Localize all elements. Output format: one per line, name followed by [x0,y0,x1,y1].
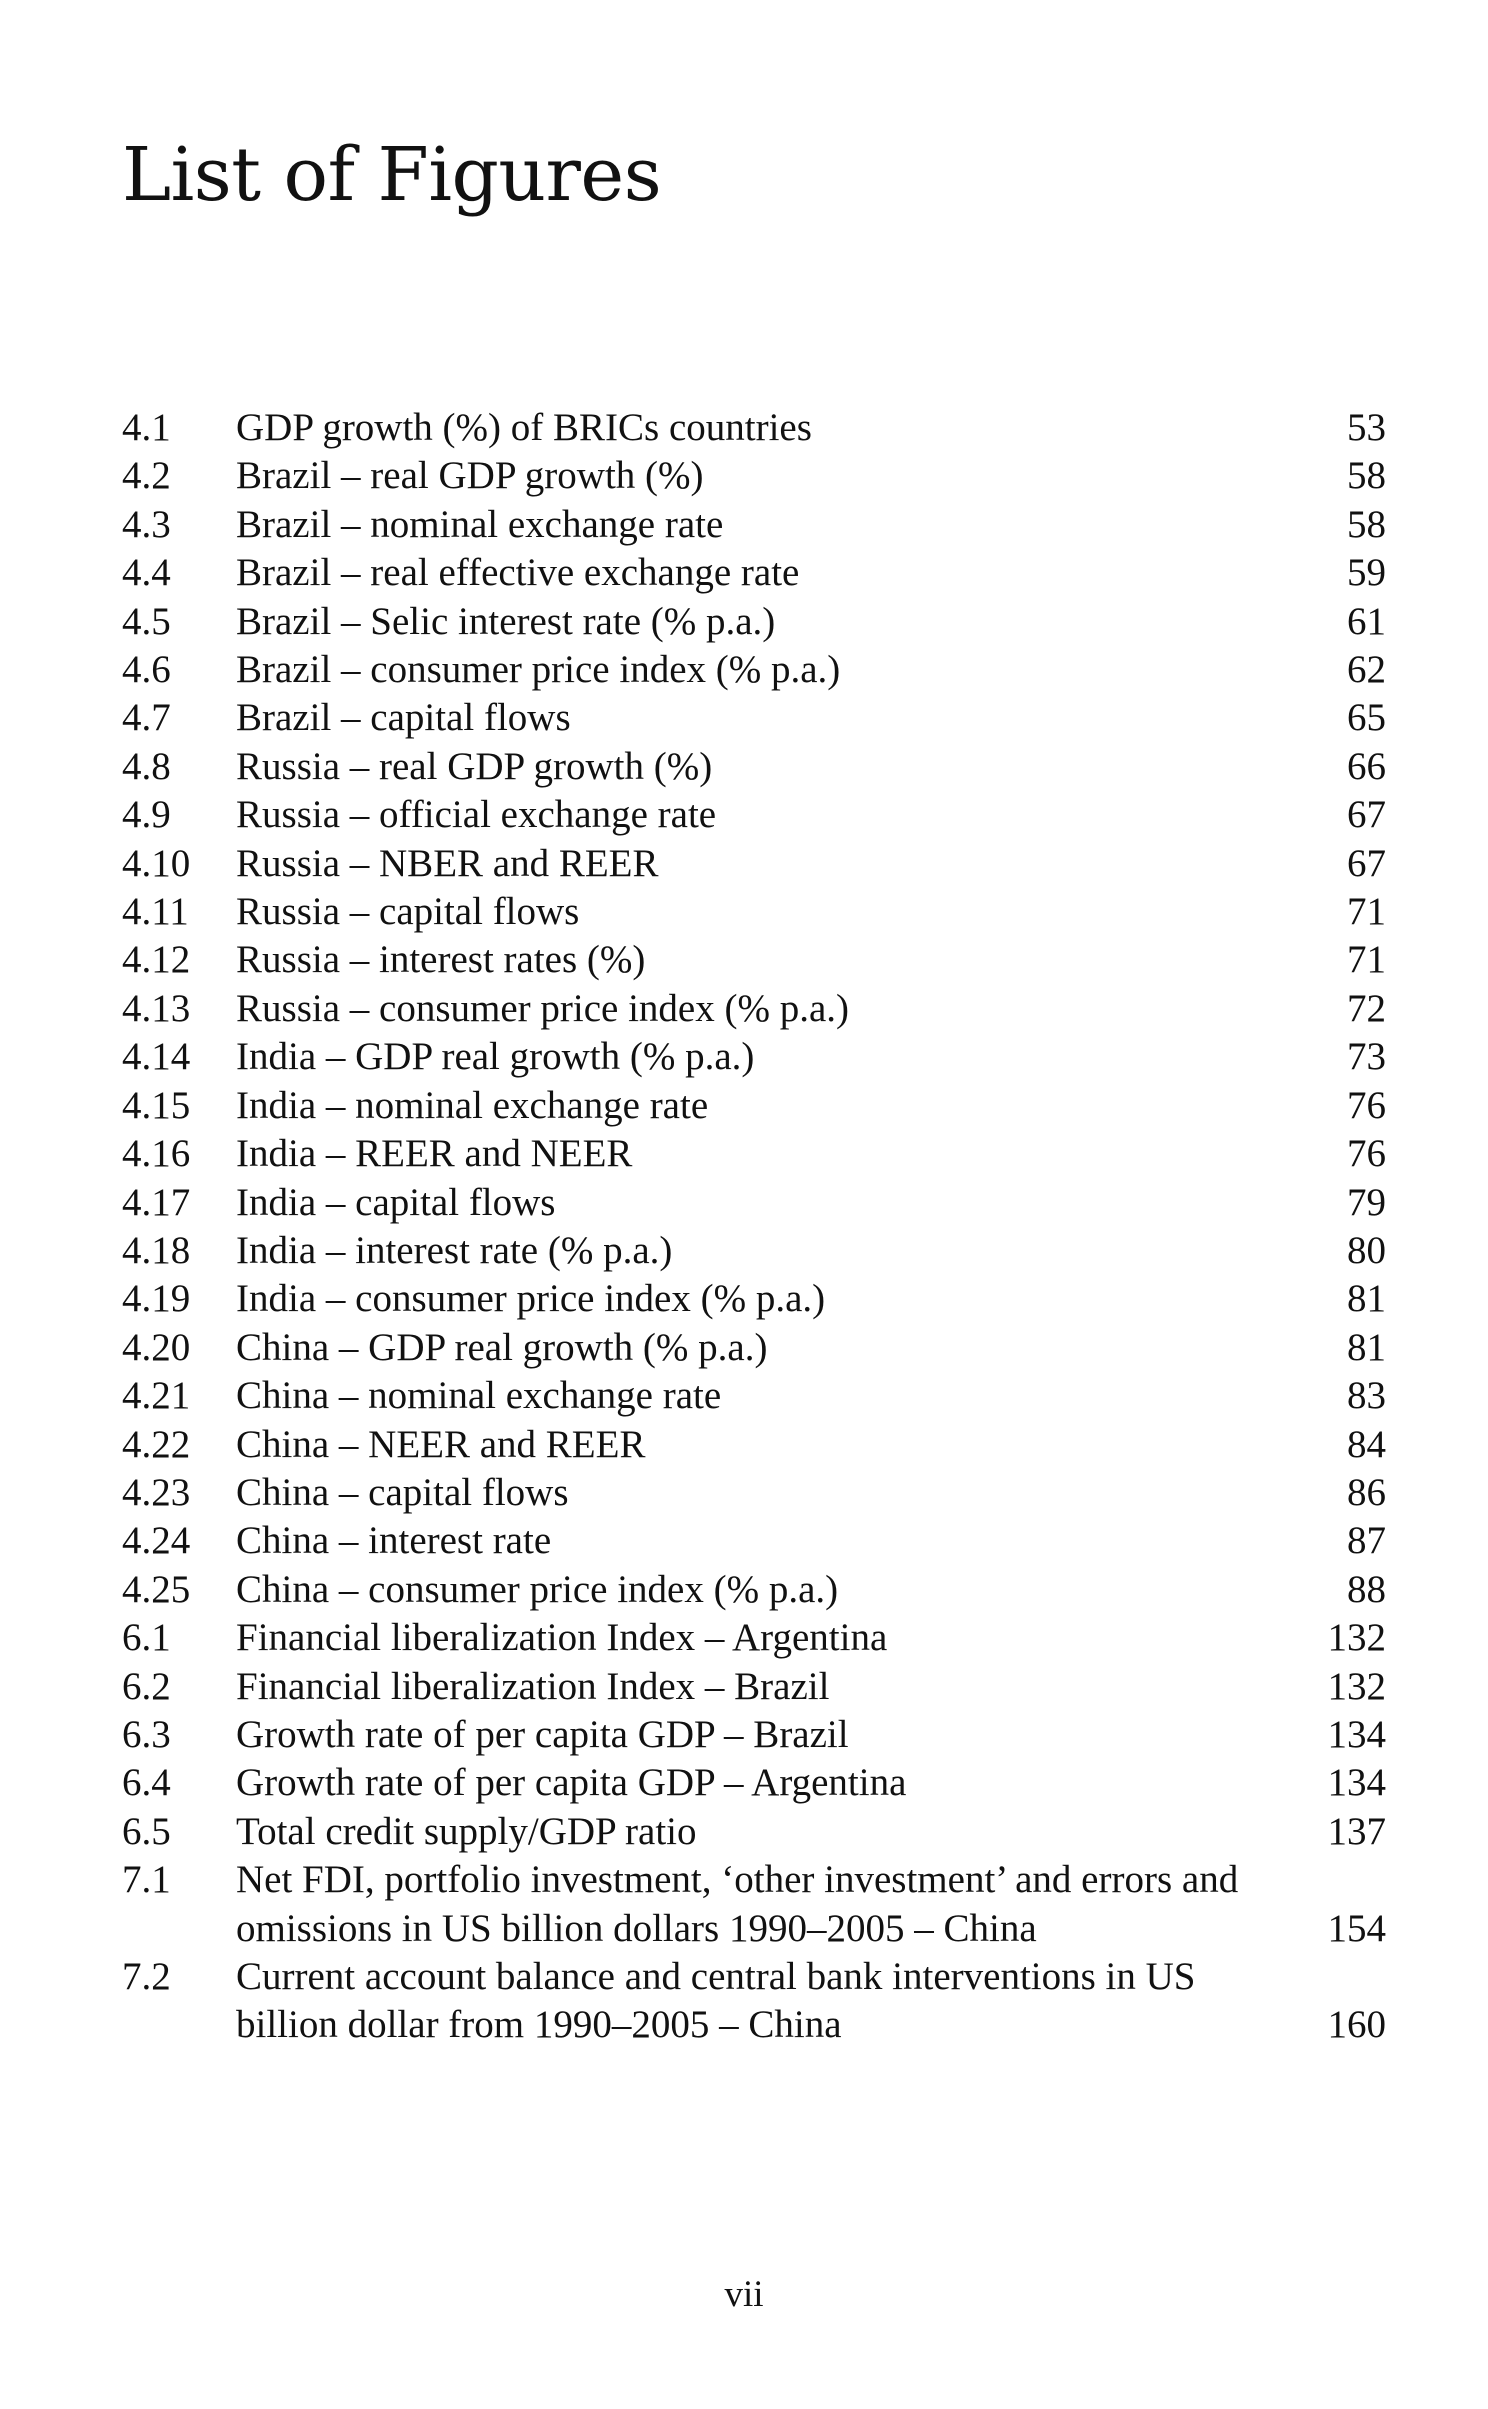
figure-caption: India – nominal exchange rate [236,1083,709,1127]
figure-page-number: 132 [1327,1664,1386,1708]
figure-page-number: 58 [1347,502,1386,546]
figure-page-number: 61 [1347,599,1386,643]
figure-number: 4.20 [122,1325,191,1369]
figure-caption: Brazil – capital flows [236,696,571,740]
list-item [122,549,1386,597]
list-item [122,1469,1386,1517]
figure-page-number: 65 [1347,696,1386,740]
figure-number: 7.1 [122,1858,171,1902]
figure-page-number: 81 [1347,1277,1386,1321]
figure-caption: Brazil – real effective exchange rate [236,551,800,595]
figure-number: 4.7 [122,696,171,740]
figure-number: 4.21 [122,1374,191,1418]
list-item [122,452,1386,500]
figure-caption: Brazil – real GDP growth (%) [236,454,704,498]
figure-number: 6.5 [122,1809,171,1853]
list-item [122,1227,1386,1275]
figure-page-number: 81 [1347,1325,1386,1369]
figure-number: 4.10 [122,841,191,885]
figure-page-number: 62 [1347,648,1386,692]
figure-caption: China – consumer price index (% p.a.) [236,1567,839,1611]
figure-page-number: 53 [1347,406,1386,449]
figure-caption: Net FDI, portfolio investment, ‘other investment’ and errors and omissions in US billion dollars 1990–2005 – China [236,1858,1239,1950]
figure-page-number: 72 [1347,986,1386,1030]
list-item [122,743,1386,791]
figure-caption: Russia – NBER and REER [236,841,659,885]
figure-number: 4.23 [122,1470,191,1514]
figure-number: 4.6 [122,648,171,692]
figure-number: 4.8 [122,744,171,788]
figure-number: 4.24 [122,1519,191,1563]
figure-page-number: 88 [1347,1567,1386,1611]
figure-caption: Financial liberalization Index – Argentina [236,1616,888,1660]
figure-caption: India – consumer price index (% p.a.) [236,1277,826,1321]
list-item [122,404,1386,452]
figure-caption: Russia – real GDP growth (%) [236,744,713,788]
list-item [122,1517,1386,1565]
figure-page-number: 134 [1327,1761,1386,1805]
figure-number: 6.4 [122,1761,171,1805]
figure-page-number: 79 [1347,1180,1386,1224]
figure-page-number: 66 [1347,744,1386,788]
figure-page-number: 71 [1347,938,1386,982]
figure-page-number: 67 [1347,841,1386,885]
figure-page-number: 73 [1347,1035,1386,1079]
figure-caption: Russia – interest rates (%) [236,938,646,982]
figure-number: 4.19 [122,1277,191,1321]
figure-caption: Brazil – consumer price index (% p.a.) [236,648,841,692]
figure-number: 7.2 [122,1955,171,1998]
list-item [122,694,1386,742]
figure-caption: India – GDP real growth (% p.a.) [236,1035,755,1079]
list-item [122,1130,1386,1178]
page-title: List of Figures [122,132,662,218]
list-item [122,1033,1386,1081]
list-item [122,985,1386,1033]
figure-caption: Growth rate of per capita GDP – Brazil [236,1712,849,1756]
figure-caption: GDP growth (%) of BRICs countries [236,406,812,449]
figure-caption: India – capital flows [236,1180,556,1224]
figure-number: 4.18 [122,1228,191,1272]
figure-number: 4.17 [122,1180,191,1224]
figure-number: 4.16 [122,1132,191,1176]
figure-page-number: 132 [1327,1616,1386,1660]
figure-list [122,404,1386,2050]
figure-number: 4.2 [122,454,171,498]
figure-page-number: 83 [1347,1374,1386,1418]
figure-page-number: 137 [1327,1809,1386,1853]
figure-page-number: 87 [1347,1519,1386,1563]
figure-caption: Russia – official exchange rate [236,793,717,837]
list-item [122,598,1386,646]
list-item [122,1711,1386,1759]
figure-page-number: 154 [1327,1906,1386,1950]
figure-page-number: 67 [1347,793,1386,837]
list-item [122,1759,1386,1807]
figure-caption: Growth rate of per capita GDP – Argentina [236,1761,907,1805]
figure-page-number: 86 [1347,1470,1386,1514]
list-item [122,646,1386,694]
figure-caption: China – nominal exchange rate [236,1374,722,1418]
list-item [122,888,1386,936]
figure-caption: China – NEER and REER [236,1422,646,1466]
page-number: vii [724,2274,764,2315]
figure-page-number: 76 [1347,1083,1386,1127]
figure-caption: Brazil – Selic interest rate (% p.a.) [236,599,776,643]
figure-number: 4.9 [122,793,171,837]
list-item [122,1856,1386,1953]
figure-number: 4.5 [122,599,171,643]
figure-number: 4.15 [122,1083,191,1127]
figure-page-number: 58 [1347,454,1386,498]
figure-caption: Financial liberalization Index – Brazil [236,1664,830,1708]
figure-caption: Russia – capital flows [236,890,580,934]
list-item [122,1953,1386,2050]
figure-number: 4.4 [122,551,171,595]
list-item [122,840,1386,888]
figure-number: 4.3 [122,502,171,546]
figure-caption: China – GDP real growth (% p.a.) [236,1325,768,1369]
figure-number: 4.1 [122,406,171,449]
list-item [122,1663,1386,1711]
figure-page-number: 76 [1347,1132,1386,1176]
figure-number: 4.22 [122,1422,191,1466]
figure-caption: Russia – consumer price index (% p.a.) [236,986,849,1030]
figure-page-number: 71 [1347,890,1386,934]
figure-caption: Brazil – nominal exchange rate [236,502,724,546]
figure-page-number: 59 [1347,551,1386,595]
list-item [122,791,1386,839]
figure-caption: India – REER and NEER [236,1132,633,1176]
figure-caption: Total credit supply/GDP ratio [236,1809,697,1853]
list-item [122,1614,1386,1662]
figure-number: 4.12 [122,938,191,982]
list-item [122,1421,1386,1469]
list-item [122,1324,1386,1372]
figure-caption: India – interest rate (% p.a.) [236,1228,673,1272]
figure-number: 6.2 [122,1664,171,1708]
figure-page-number: 84 [1347,1422,1386,1466]
figure-caption: China – interest rate [236,1519,552,1563]
list-item [122,1275,1386,1323]
figure-number: 6.3 [122,1712,171,1756]
figure-page-number: 80 [1347,1228,1386,1272]
figure-number: 4.25 [122,1567,191,1611]
figure-number: 4.11 [122,890,189,934]
list-item [122,1082,1386,1130]
list-item [122,936,1386,984]
figure-page-number: 160 [1327,2003,1386,2047]
figure-caption: China – capital flows [236,1470,569,1514]
list-item [122,1372,1386,1420]
figure-caption: Current account balance and central bank interventions in US billion dollar from 1990–2005 – China [236,1955,1196,2047]
figure-number: 4.13 [122,986,191,1030]
figure-page-number: 134 [1327,1712,1386,1756]
list-item [122,1179,1386,1227]
figure-number: 6.1 [122,1616,171,1660]
figure-number: 4.14 [122,1035,191,1079]
list-item [122,501,1386,549]
list-item [122,1566,1386,1614]
list-item [122,1808,1386,1856]
